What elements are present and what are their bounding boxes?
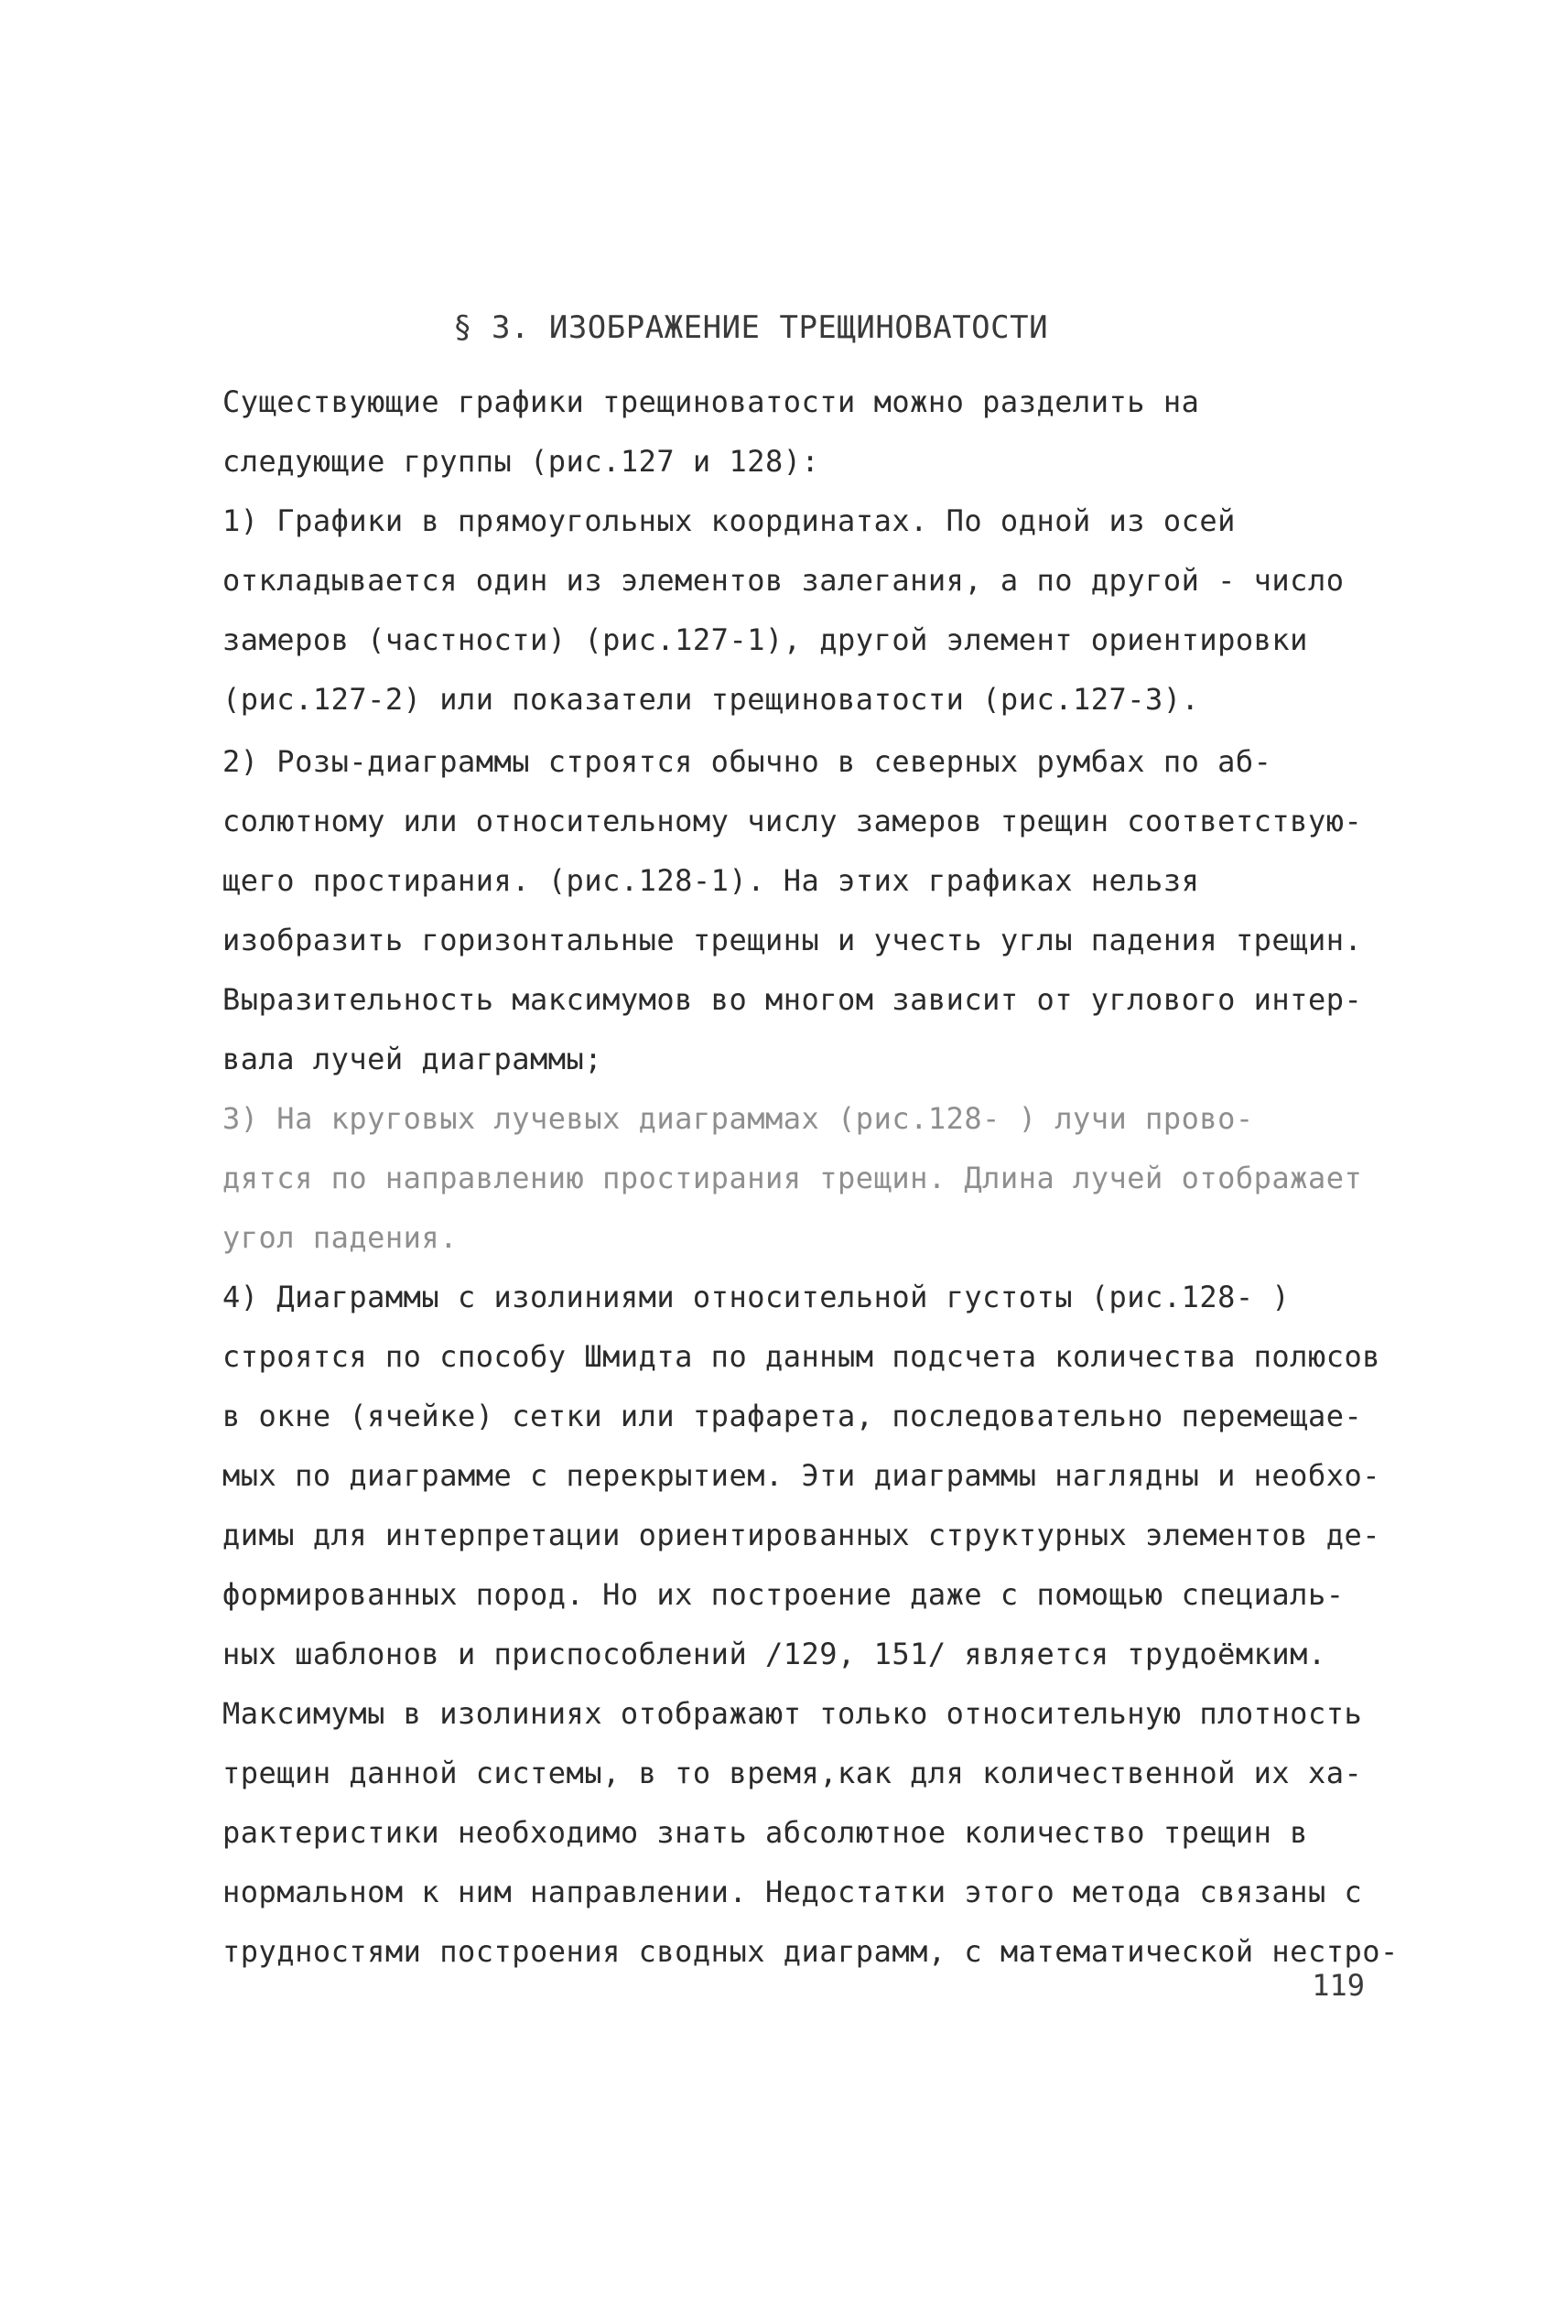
text-line: 2) Розы-диаграммы строятся обычно в северных румбах по аб- [222, 744, 1272, 779]
text-line: 4) Диаграммы с изолиниями относительной густоты (рис.128- ) [222, 1280, 1291, 1314]
text-line: дятся по направлению простирания трещин. Длина лучей отображает [222, 1161, 1363, 1195]
text-line: строятся по способу Шмидта по данным подсчета количества полюсов [222, 1339, 1380, 1374]
text-line: щего простирания. (рис.128-1). На этих графиках нельзя [222, 863, 1200, 898]
text-line: откладывается один из элементов залегания, а по другой - число [222, 563, 1345, 598]
text-line: формированных пород. Но их построение даже с помощью специаль- [222, 1577, 1345, 1612]
text-line: 1) Графики в прямоугольных координатах. По одной из осей [222, 503, 1236, 538]
text-line: изобразить горизонтальные трещины и учесть углы падения трещин. [222, 923, 1363, 957]
text-line: замеров (частности) (рис.127-1), другой элемент ориентировки [222, 622, 1308, 657]
text-line: Выразительность максимумов во многом зависит от углового интер- [222, 982, 1363, 1017]
text-line: нормальном к ним направлении. Недостатки этого метода связаны с [222, 1875, 1363, 1909]
text-line: солютному или относительному числу замеров трещин соответствую- [222, 804, 1363, 838]
text-line: трещин данной системы, в то время,как для количественной их ха- [222, 1756, 1363, 1790]
text-line: ных шаблонов и приспособлений /129, 151/ является трудоёмким. [222, 1637, 1326, 1671]
text-line: мых по диаграмме с перекрытием. Эти диаграммы наглядны и необхо- [222, 1458, 1380, 1493]
text-line: (рис.127-2) или показатели трещиноватости (рис.127-3). [222, 682, 1200, 717]
text-line: в окне (ячейке) сетки или трафарета, последовательно перемещае- [222, 1399, 1363, 1433]
text-line: 3) На круговых лучевых диаграммах (рис.128- ) лучи прово- [222, 1101, 1254, 1136]
text-line: трудностями построения сводных диаграмм, с математической нестро- [222, 1934, 1399, 1969]
text-line: вала лучей диаграммы; [222, 1042, 603, 1076]
text-line: димы для интерпретации ориентированных структурных элементов де- [222, 1518, 1380, 1552]
text-line: угол падения. [222, 1220, 458, 1255]
section-heading: § 3. ИЗОБРАЖЕНИЕ ТРЕЩИНОВАТОСТИ [453, 309, 1049, 346]
text-line: Существующие графики трещиноватости можно разделить на [222, 384, 1200, 419]
page-number: 119 [1312, 1968, 1365, 2003]
text-line: Максимумы в изолиниях отображают только относительную плотность [222, 1696, 1363, 1731]
text-line: следующие группы (рис.127 и 128): [222, 444, 820, 479]
text-line: рактеристики необходимо знать абсолютное количество трещин в [222, 1815, 1308, 1850]
